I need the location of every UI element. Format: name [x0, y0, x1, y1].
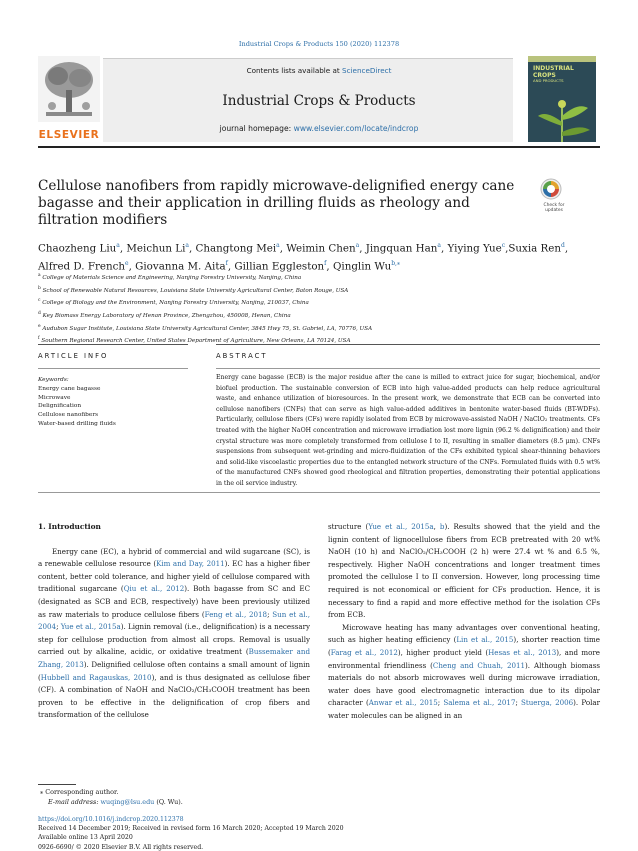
author-affiliation-mark[interactable]: f — [324, 260, 327, 268]
author-affiliation-mark[interactable]: e — [125, 260, 129, 268]
citation-link[interactable]: b — [439, 522, 445, 531]
author-name[interactable]: Jingquan Han — [365, 242, 438, 255]
affiliation-mark: d — [38, 310, 41, 316]
affiliation-item — [38, 296, 600, 309]
cover-text — [533, 66, 574, 83]
citation-link[interactable]: Hubbell and Ragauskas, 2010 — [40, 672, 152, 682]
journal-title: Industrial Crops & Products — [222, 93, 416, 109]
body-text: ), shorter reaction time ( — [328, 635, 600, 657]
affiliation-mark: f — [38, 336, 40, 342]
author-name[interactable]: Changtong Mei — [195, 242, 277, 255]
author-affiliation-mark[interactable]: a — [276, 242, 280, 249]
body-text: ). Both bagasse from SC and EC (designated as SCB and ECB, respectively) have been previously utilized as raw materials to produce cellulose fibers ( — [38, 584, 310, 619]
cover-plant-icon — [528, 92, 596, 142]
affiliation-text: College of Biology and the Environment, Nanjing Forestry University, Nanjing, 210037, China — [40, 300, 309, 307]
author-affiliation-mark[interactable]: a — [116, 242, 120, 249]
keywords-block — [38, 376, 188, 429]
author-list — [38, 238, 600, 275]
body-paragraph — [328, 521, 600, 622]
cover-top-band — [528, 56, 596, 62]
email-suffix: (Q. Wu). — [154, 798, 183, 807]
affiliation-text: Key Biomass Energy Laboratory of Henan Province, Zhengzhou, 450008, Henan, China — [40, 312, 291, 319]
received-dates: Received 14 December 2019; Received in revised form 16 March 2020; Accepted 19 March 2020 — [38, 825, 344, 833]
author-name[interactable]: Alfred D. French — [38, 260, 126, 273]
affiliation-mark: e — [38, 323, 41, 329]
author-name[interactable]: Suxia Ren — [508, 242, 562, 255]
homepage-link[interactable]: www.elsevier.com/locate/indcrop — [293, 124, 419, 133]
citation-link[interactable]: Cheng and Chuah, 2011 — [432, 660, 526, 670]
header-rule — [38, 146, 600, 148]
citation-link[interactable]: Hesas et al., 2013 — [488, 647, 557, 657]
body-text: ). Results showed that the yield and the lignin content of lignocellulose fibers from ECB pretreated with 20 wt% NaOH (10 h) and NaClO₂/CH₃COOH (2 h) were 27.4 wt % and 6.5 %, respectively. Higher NaOH concentrations and longer treatment times promoted the cellulose I to II conversion. However, long processing time required is not economical or efficient for CFs production. Hence, it is necessary to find a rapid and more effective method for the isolation CFs from ECB. — [328, 522, 600, 620]
keyword: Energy cane bagasse — [38, 385, 101, 392]
introduction-heading: 1. Introduction — [38, 522, 101, 531]
author-affiliation-mark[interactable]: d — [561, 242, 565, 249]
affiliation-text: College of Materials Science and Engineering, Nanjing Forestry University, Nanjing, China — [40, 274, 302, 281]
journal-reference[interactable]: Industrial Crops & Products 150 (2020) 112378 — [238, 40, 400, 48]
body-text: ; — [437, 698, 444, 708]
abstract-bottom-rule — [38, 492, 600, 493]
author-affiliation-mark[interactable]: c — [501, 242, 506, 249]
affiliation-mark: a — [38, 273, 41, 278]
email-label: E-mail address: — [48, 798, 101, 807]
affiliation-mark: b — [38, 285, 41, 291]
footnote-rule — [38, 784, 76, 785]
available-online: Available online 13 April 2020 — [38, 834, 133, 842]
author-separator: , — [505, 242, 509, 255]
author-affiliation-mark[interactable]: a — [437, 242, 441, 249]
check-updates-icon — [540, 178, 562, 200]
check-updates-line: updates — [545, 207, 563, 213]
homepage-prefix: journal homepage: — [219, 124, 294, 133]
elsevier-wordmark: ELSEVIER — [38, 129, 100, 141]
abstract-rule — [216, 344, 600, 345]
citation-link[interactable]: Yue et al., 2015a — [60, 622, 121, 632]
check-updates-label — [540, 204, 568, 214]
cover-text-line: AND PRODUCTS — [533, 78, 564, 84]
citation-link[interactable]: Qiu et al., 2012 — [123, 584, 185, 594]
body-text: ; — [515, 698, 522, 708]
citation-link[interactable]: Salema et al., 2017 — [443, 698, 516, 708]
author-separator: , — [119, 242, 127, 255]
journal-cover[interactable] — [528, 56, 596, 142]
body-paragraph — [38, 546, 310, 722]
author-affiliation-mark[interactable]: f — [225, 260, 228, 268]
author-name[interactable]: Meichun Li — [126, 242, 186, 255]
author-name[interactable]: Chaozheng Liu — [38, 242, 117, 255]
affiliation-item — [38, 284, 600, 297]
citation-link[interactable]: Feng et al., 2018 — [204, 609, 268, 619]
author-separator: , — [440, 242, 448, 255]
body-text: ; — [267, 609, 273, 619]
body-text: ). Delignified cellulose often contains a small amount of lignin ( — [38, 659, 310, 682]
cover-text-line: CROPS — [533, 71, 556, 79]
body-text: ). Lignin removal (i.e., delignification) is a necessary step for cellulose production from almost all crops. Removal is usually carried out by alkaline, acidic, or oxidative treatment ( — [38, 622, 310, 657]
body-text: ), and more environmental friendliness ( — [328, 647, 600, 670]
citation-link[interactable]: Sun et al., 2004 — [38, 609, 310, 632]
body-text: , — [433, 522, 440, 531]
doi-block — [38, 815, 438, 851]
affiliation-item — [38, 334, 600, 347]
body-text: ). Although biomass materials do not absorb microwaves well during microwave irradiation, water does have good electromagnetic interaction due to its dipolar character ( — [328, 660, 600, 708]
sciencedirect-link[interactable]: ScienceDirect — [342, 66, 392, 75]
abstract-text: Energy cane bagasse (ECB) is the major residue after the cane is milled to extract juice for sugar, biochemical, and/or biofuel production. The sustainable conversion of ECB into high value-added products can help reduce agricultural waste, and enhance utilization of bioresources. In the present work, we demonstrate that ECB can be converted into cellulose nanofibers (CNFs) that can serve as high value-added additives in bentonite water-based fluids (BT-WDFs). Particularly, cellulose fibers (CFs) were rapidly isolated from ECB by microwave-assisted NaOH / NaClO₂ treatments. CFs treated with the higher NaOH concentration and microwave irradiation lost more lignin (96.2 % delignification) and their crystal structure was more completely transformed from cellulose I to II, resulting in smaller diameters (8.5 μm). CNFs suspensions from subsequent wet-grinding and micro-fluidization of the CFs exhibited typical shear-thinning behaviors and solid-like viscoelastic properties due to the entangled network structure of the CNFs. Formulated fluids with 0.5 wt% of the manufactured CNFs showed good rheological and filtration properties, demonstrating their potential applications in the oil service industry. — [216, 374, 600, 487]
citation-link[interactable]: Stuerga, 2006 — [521, 698, 574, 708]
author-affiliation-mark[interactable]: a — [185, 242, 189, 249]
author-affiliation-mark[interactable]: b,⁎ — [391, 260, 400, 268]
author-separator: , — [227, 260, 235, 273]
body-text: ). EC has a higher fiber content, better cold tolerance, and higher yield of cellulose compared with traditional sugarcane ( — [38, 559, 310, 594]
cover-text-line: INDUSTRIAL — [533, 65, 574, 72]
author-separator: , — [188, 242, 196, 255]
affiliation-item — [38, 271, 600, 284]
author-name[interactable]: Yiying Yue — [447, 242, 502, 255]
right-column — [328, 521, 600, 723]
body-text: ), and is thus designated as cellulose fiber (CF). A combination of NaOH and NaClO₂/CH₃COOH treatment has been proven to be effective in the delignification of crop fibers and transformation of the cellulose — [38, 672, 310, 720]
author-separator: , — [564, 242, 569, 255]
doi-link[interactable]: https://doi.org/10.1016/j.indcrop.2020.112378 — [38, 816, 184, 823]
affiliation-text: Audubon Sugar Institute, Louisiana State University Agricultural Center, 3845 Hwy 75, St. Gabriel, LA, 70776, USA — [40, 325, 373, 332]
keyword: Water-based drilling fluids — [38, 420, 116, 427]
citation-link[interactable]: Farag et al., 2012 — [330, 647, 398, 657]
affiliation-mark: c — [38, 298, 41, 304]
contents-prefix: Contents lists available at — [246, 66, 343, 75]
body-text: ). Polar water molecules can be aligned in an — [328, 698, 600, 720]
author-name[interactable]: Gillian Eggleston — [234, 260, 325, 273]
left-column-text — [38, 546, 310, 722]
abstract-sub-rule — [216, 368, 600, 369]
body-text: Microwave heating has many advantages over conventional heating, such as higher heating efficiency ( — [328, 622, 600, 645]
citation-link[interactable]: Kim and Day, 2011 — [156, 559, 225, 569]
author-name[interactable]: Giovanna M. Aita — [135, 260, 226, 273]
body-text: ; — [56, 622, 61, 632]
left-column — [38, 521, 310, 722]
author-separator: , — [128, 260, 136, 273]
corresponding-author-note: ⁎ Corresponding author. — [40, 788, 119, 796]
affiliation-item — [38, 309, 600, 322]
author-name[interactable]: Qinglin Wu — [332, 260, 392, 273]
article-title: Cellulose nanofibers from rapidly microwave-delignified energy cane bagasse and their application in drilling fluids as rheology and filtration modifiers — [38, 178, 515, 228]
author-separator: , — [279, 242, 287, 255]
keywords-label: Keywords: — [38, 377, 69, 383]
right-column-text — [328, 521, 600, 723]
article-info-sub-rule — [38, 368, 188, 369]
check-updates-line: Check for — [543, 203, 565, 208]
copyright: 0926-6690/ © 2020 Elsevier B.V. All rights reserved. — [38, 843, 204, 851]
body-text: ), higher product yield ( — [397, 647, 489, 657]
email-line — [48, 797, 448, 807]
author-separator: , — [359, 242, 366, 255]
affiliation-item — [38, 322, 600, 335]
keyword: Cellulose nanofibers — [38, 412, 99, 419]
article-info-heading: ARTICLE INFO — [38, 352, 109, 360]
body-text: structure ( — [328, 522, 369, 531]
author-affiliation-mark[interactable]: a — [355, 242, 360, 249]
author-separator: , — [326, 260, 333, 273]
author-name[interactable]: Weimin Chen — [286, 242, 356, 255]
affiliation-text: Southern Regional Research Center, United States Department of Agriculture, New Orleans, LA 70124, USA — [39, 338, 351, 345]
body-text: Energy cane (EC), a hybrid of commercial and wild sugarcane (SC), is a renewable cellulose resource ( — [38, 546, 310, 569]
citation-link[interactable]: Anwar et al., 2015 — [368, 698, 438, 708]
affiliation-list — [38, 271, 600, 347]
footnote — [40, 787, 448, 808]
citation-link[interactable]: Lin et al., 2015 — [456, 635, 514, 645]
article-info-rule — [38, 344, 188, 345]
affiliation-text: School of Renewable Natural Resources, Louisiana State University Agricultural Center, Baton Rouge, USA — [40, 287, 349, 294]
email-link[interactable]: wuqing@lsu.edu — [100, 798, 155, 807]
keyword: Microwave — [38, 394, 71, 401]
citation-link[interactable]: Bussemaker and Zhang, 2013 — [38, 647, 310, 669]
body-paragraph — [328, 622, 600, 723]
abstract-heading: ABSTRACT — [216, 352, 268, 360]
keyword: Delignification — [38, 403, 82, 410]
citation-link[interactable]: Yue et al., 2015a — [368, 522, 434, 531]
check-for-updates-button[interactable] — [540, 178, 568, 212]
